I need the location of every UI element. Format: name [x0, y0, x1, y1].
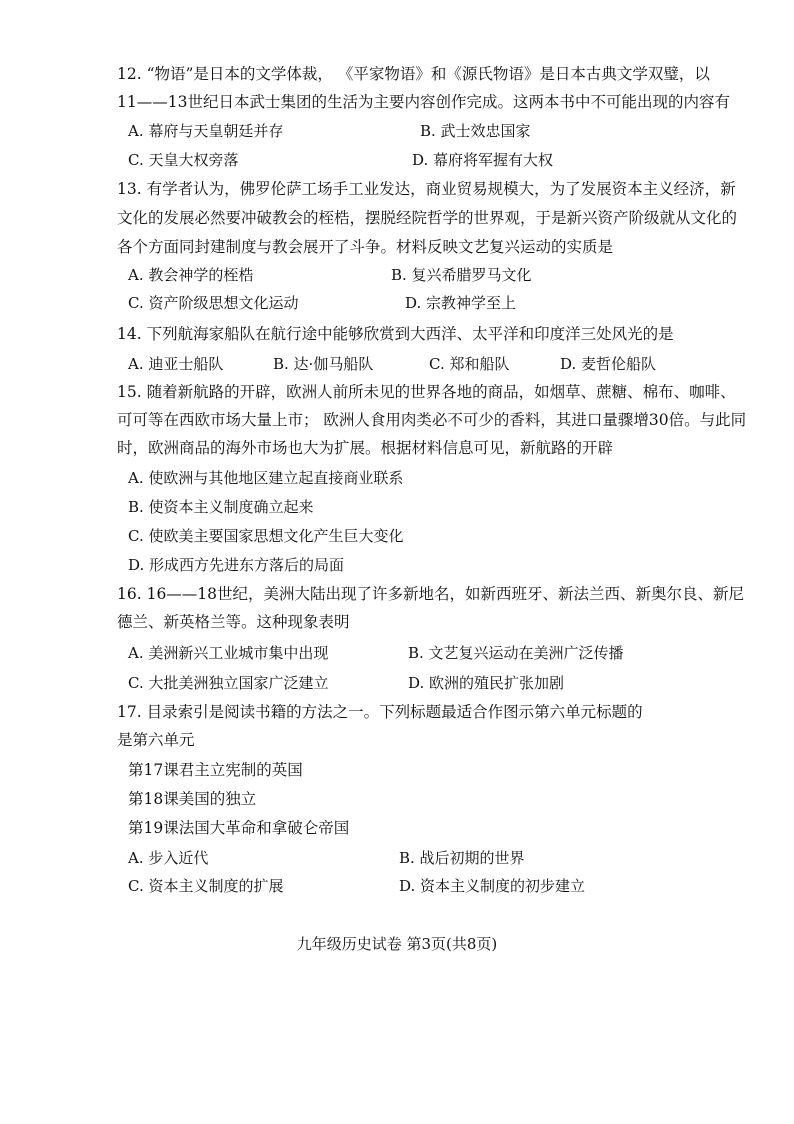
q14-option-b: B. 达·伽马船队	[273, 355, 374, 373]
q13-stem-line-1: 13. 有学者认为，佛罗伦萨工场手工业发达，商业贸易规模大，为了发展资本主义经济，新	[117, 180, 736, 198]
q17-lesson-17: 第17课君主立宪制的英国	[128, 761, 303, 779]
q14-stem: 14. 下列航海家船队在航行途中能够欣赏到大西洋、太平洋和印度洋三处风光的是	[117, 325, 674, 343]
q17-stem-line-1: 17. 目录索引是阅读书籍的方法之一。下列标题最适合作图示第六单元标题的	[117, 703, 643, 721]
q14-option-a: A. 迪亚士船队	[128, 355, 224, 373]
q16-stem-line-2: 德兰、新英格兰等。这种现象表明	[117, 613, 350, 631]
q16-option-a: A. 美洲新兴工业城市集中出现	[128, 644, 329, 662]
q14-option-c: C. 郑和船队	[429, 355, 510, 373]
q17-lesson-19: 第19课法国大革命和拿破仑帝国	[128, 819, 350, 837]
q12-option-a: A. 幕府与天皇朝廷并存	[128, 122, 284, 140]
q13-option-c: C. 资产阶级思想文化运动	[128, 294, 299, 312]
q15-option-b: B. 使资本主义制度确立起来	[128, 498, 314, 516]
q17-lesson-18: 第18课美国的独立	[128, 790, 257, 808]
q15-option-d: D. 形成西方先进东方落后的局面	[128, 556, 345, 574]
q17-option-c: C. 资本主义制度的扩展	[128, 877, 284, 895]
q15-option-a: A. 使欧洲与其他地区建立起直接商业联系	[128, 469, 404, 487]
q12-option-b: B. 武士效忠国家	[420, 122, 531, 140]
q15-option-c: C. 使欧美主要国家思想文化产生巨大变化	[128, 527, 404, 545]
q13-option-d: D. 宗教神学至上	[405, 294, 517, 312]
q16-stem-line-1: 16. 16——18世纪，美洲大陆出现了许多新地名，如新西班牙、新法兰西、新奥尔良、新尼	[117, 585, 745, 603]
q15-stem-line-1: 15. 随着新航路的开辟，欧洲人前所未见的世界各地的商品，如烟草、蔗糖、棉布、咖啡、	[117, 383, 736, 401]
q17-option-a: A. 步入近代	[128, 849, 209, 867]
q13-stem-line-3: 各个方面同封建制度与教会展开了斗争。材料反映文艺复兴运动的实质是	[117, 238, 614, 256]
q17-stem-line-2: 是第六单元	[117, 731, 195, 749]
q12-stem-line-1: 12. “物语”是日本的文学体裁， 《平家物语》和《源氏物语》是日本古典文学双璧，以	[117, 65, 710, 83]
page-footer: 九年级历史试卷 第3页(共8页)	[296, 935, 498, 953]
q12-stem-line-2: 11——13世纪日本武士集团的生活为主要内容创作完成。这两本书中不可能出现的内容有	[117, 93, 730, 111]
q15-stem-line-3: 时，欧洲商品的海外市场也大为扩展。根据材料信息可见，新航路的开辟	[117, 439, 614, 457]
q17-option-b: B. 战后初期的世界	[399, 849, 525, 867]
q12-option-c: C. 天皇大权旁落	[128, 151, 239, 169]
q14-option-d: D. 麦哲伦船队	[560, 355, 657, 373]
q13-option-a: A. 教会神学的桎梏	[128, 266, 254, 284]
q12-option-d: D. 幕府将军握有大权	[412, 151, 554, 169]
q13-option-b: B. 复兴希腊罗马文化	[391, 266, 532, 284]
q16-option-b: B. 文艺复兴运动在美洲广泛传播	[408, 644, 624, 662]
q16-option-d: D. 欧洲的殖民扩张加剧	[408, 674, 565, 692]
q17-option-d: D. 资本主义制度的初步建立	[399, 877, 586, 895]
q13-stem-line-2: 文化的发展必然要冲破教会的桎梏，摆脱经院哲学的世界观，于是新兴资产阶级就从文化的	[117, 209, 738, 227]
q15-stem-line-2: 可可等在西欧市场大量上市； 欧洲人食用肉类必不可少的香料，其进口量骤增30倍。与此同	[117, 411, 747, 429]
q16-option-c: C. 大批美洲独立国家广泛建立	[128, 674, 329, 692]
